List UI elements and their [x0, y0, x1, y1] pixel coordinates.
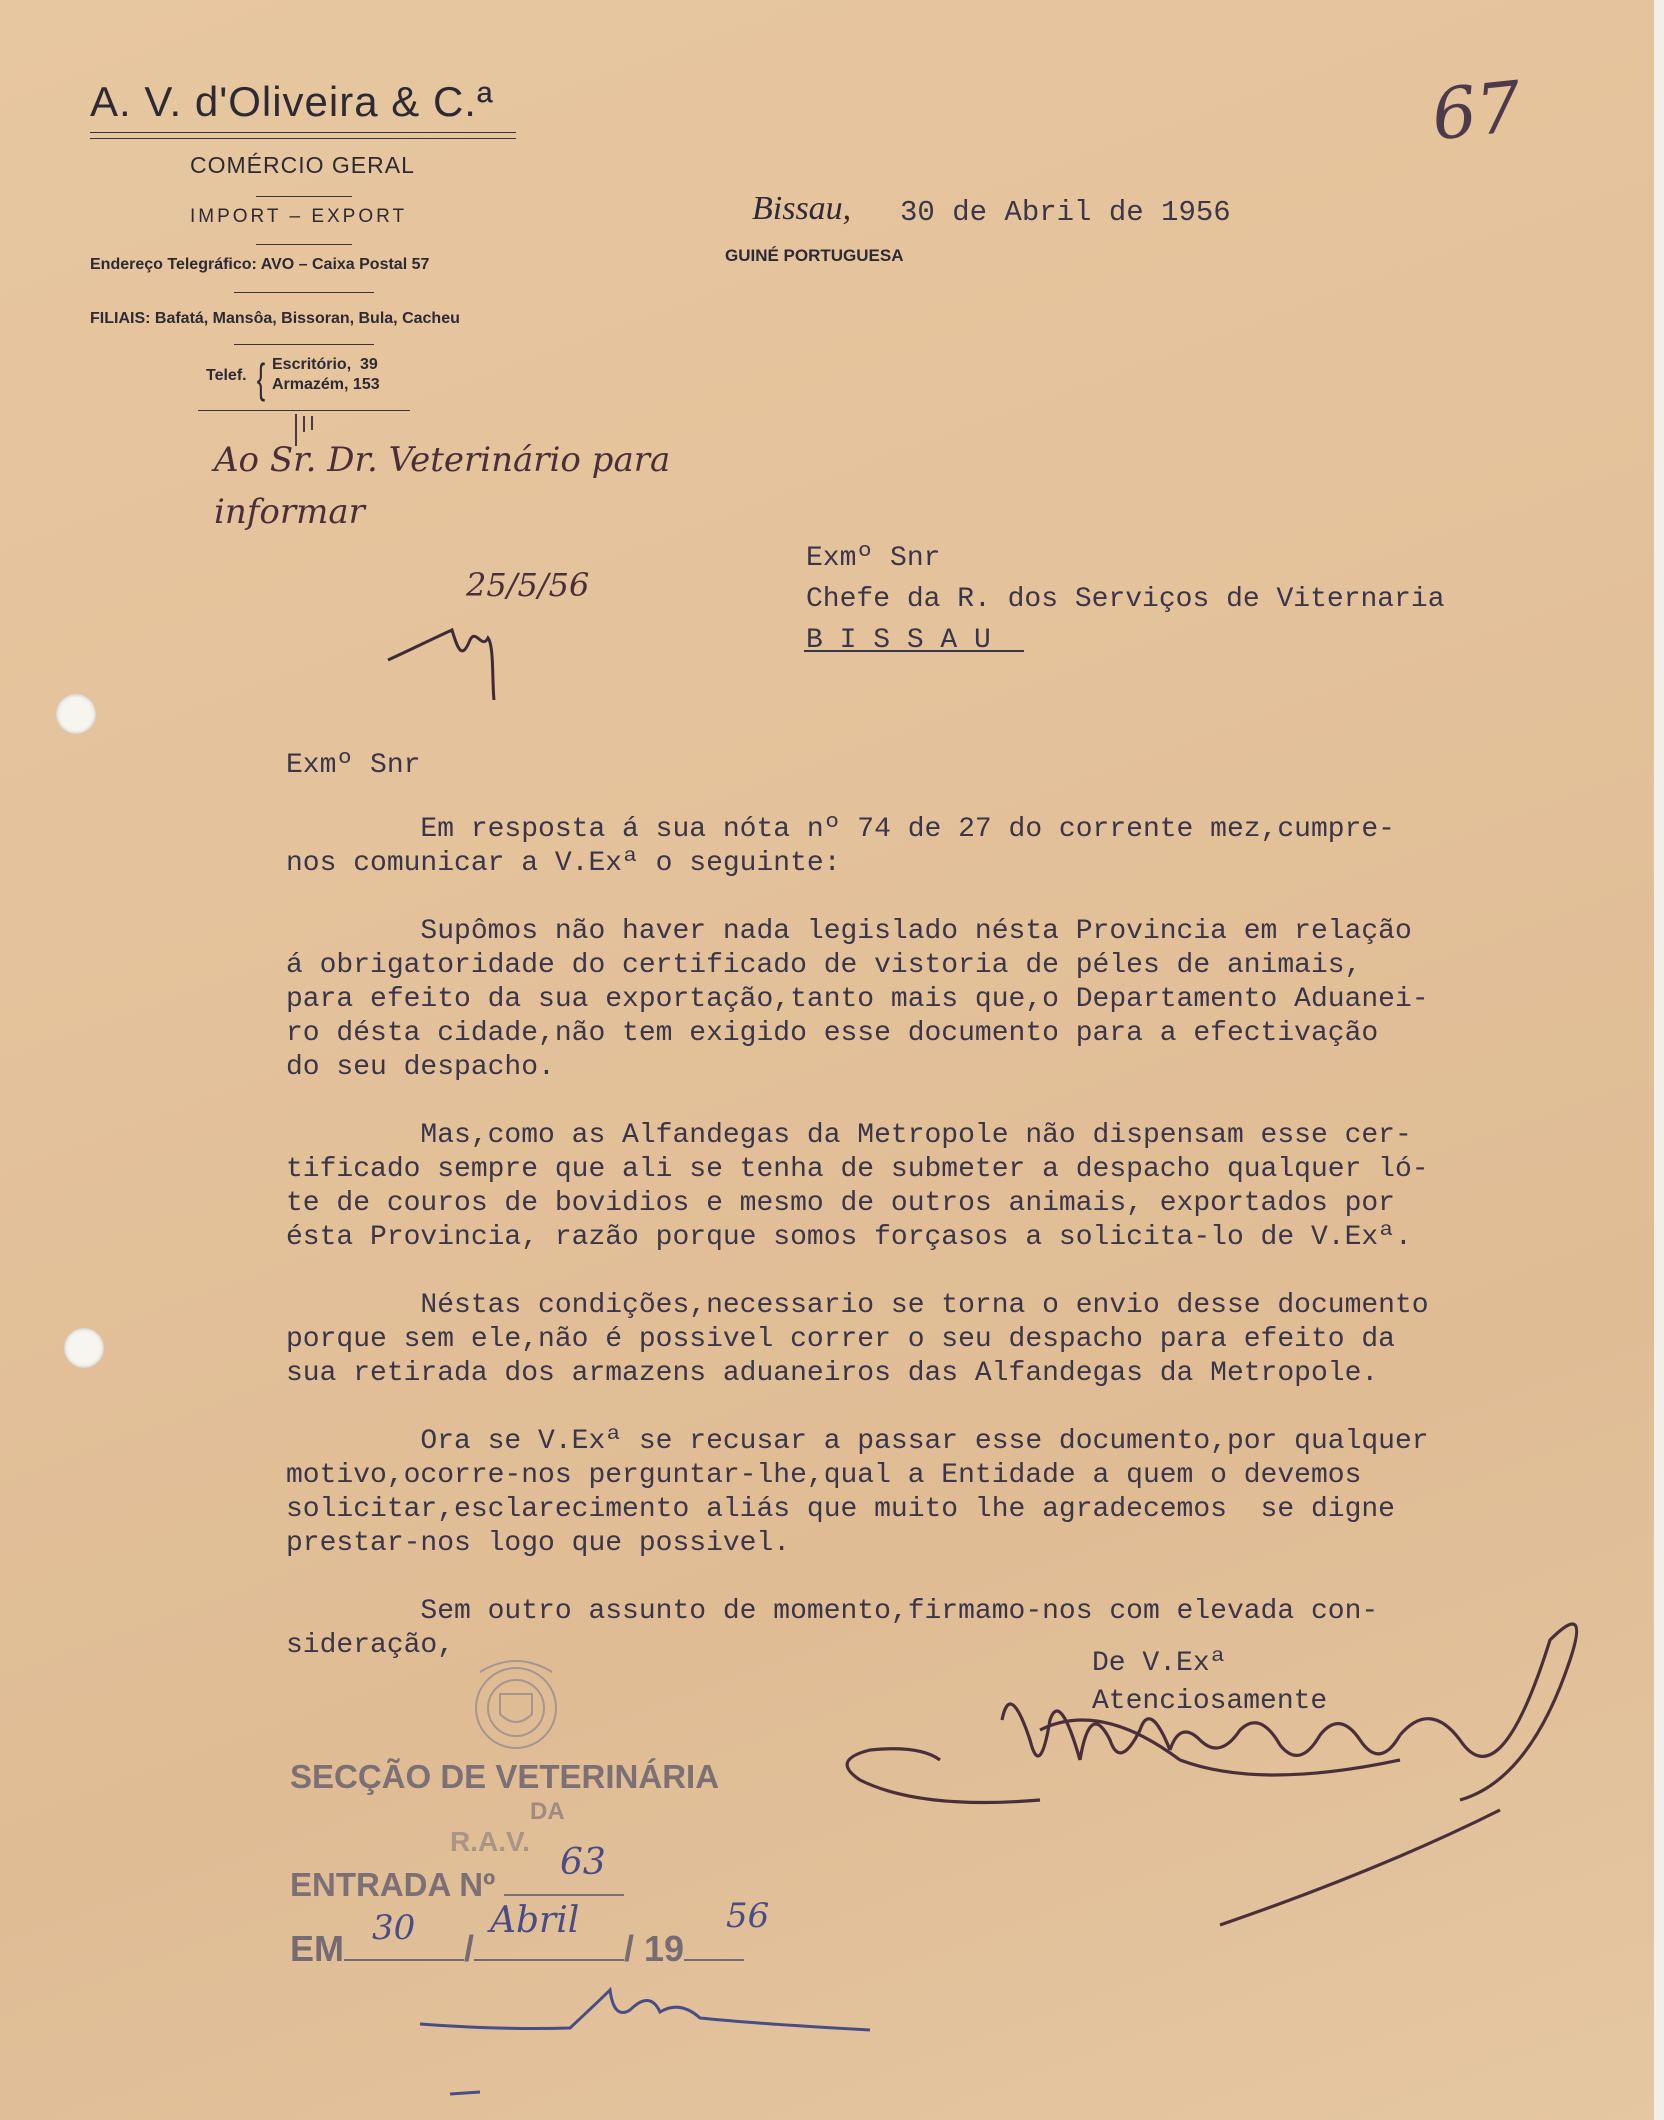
company-name: A. V. d'Oliveira & C.ª: [90, 78, 494, 125]
handwritten-entry-day: 30: [372, 1908, 416, 1948]
branches-line: FILIAIS: Bafatá, Mansôa, Bissoran, Bula, Cacheu: [90, 310, 460, 327]
page-edge: [1654, 0, 1664, 2120]
letter-body: [286, 813, 1429, 1663]
addressee-line-1: Exmº Snr: [806, 543, 941, 574]
addressee-line-2: Chefe da R. dos Serviços de Viternaria: [806, 584, 1445, 615]
letterhead-rule: [256, 244, 352, 245]
letterhead-rule: [90, 132, 516, 133]
paragraph-3: Mas,como as Alfandegas da Metropole não dispensam esse cer- tificado sempre que ali se tenha de submeter a despacho qualquer ló- te de couros de bovidios e mesmo de outros animais, exportados por ésta Provincia, razão porque somos forçasos a solicita-lo de V.Exª.: [286, 1120, 1429, 1253]
stamp-rav: R.A.V.: [450, 1826, 530, 1857]
letterhead-rule: [198, 410, 410, 411]
paragraph-5: Ora se V.Exª se recusar a passar esse documento,por qualquer motivo,ocorre-nos perguntar-lhe,qual a Entidade a quem o devemos solicitar,esclarecimento aliás que muito lhe agradecemos se digne prestar-nos logo que possivel.: [286, 1426, 1429, 1559]
paragraph-1: Em resposta á sua nóta nº 74 de 27 do corrente mez,cumpre- nos comunicar a V.Exª o seguinte:: [286, 814, 1395, 879]
handwritten-entry-number: 63: [560, 1842, 606, 1883]
addressee-underline: [804, 650, 1024, 652]
trade-line: COMÉRCIO GERAL: [190, 152, 415, 178]
initials-signature: [388, 630, 494, 700]
letterhead-rule: [234, 344, 374, 345]
stamp-da: DA: [530, 1798, 565, 1825]
stamp-entry-label: ENTRADA Nº: [290, 1866, 624, 1904]
handwritten-page-number: 67: [1427, 65, 1526, 157]
letter-date: 30 de Abril de 1956: [900, 196, 1231, 229]
letterhead-rule: [234, 292, 374, 293]
entry-signature: [420, 1990, 870, 2094]
phone-warehouse: Armazém, 153: [272, 376, 380, 393]
punch-hole-top: [56, 694, 96, 734]
closing: De V.Exª Atenciosamente: [1092, 1648, 1328, 1717]
paragraph-6: Sem outro assunto de momento,firmamo-nos com elevada con- sideração,: [286, 1596, 1379, 1661]
addressee-block: [806, 538, 1445, 661]
handwritten-entry-year: 56: [726, 1896, 770, 1936]
crest-seal-icon: [476, 1661, 556, 1748]
handwritten-note-line-1: Ao Sr. Dr. Veterinário para: [214, 440, 671, 480]
paragraph-2: Supômos não haver nada legislado nésta Provincia em relação á obrigatoridade do certificado de vistoria de péles de animais, para efeito da sua exportação,tanto mais que,o Departamento Aduanei- ro désta cidade,não tem exigido esse documento para a efectivação do seu despacho.: [286, 916, 1429, 1083]
phone-brace: {: [256, 355, 266, 402]
telegraphic-address: Endereço Telegráfico: AVO – Caixa Postal 57: [90, 256, 430, 273]
import-export-line: IMPORT – EXPORT: [190, 206, 408, 227]
letterhead-rule: [256, 196, 352, 197]
salutation: Exmº Snr: [286, 750, 421, 781]
phone-label: Telef.: [206, 367, 247, 384]
country-line: GUINÉ PORTUGUESA: [725, 246, 904, 265]
punch-hole-bottom: [64, 1328, 104, 1368]
letterhead-rule: [90, 138, 516, 139]
paragraph-4: Néstas condições,necessario se torna o envio desse documento porque sem ele,não é possivel correr o seu despacho para efeito da sua retirada dos armazens aduaneiros das Alfandegas da Metropole.: [286, 1290, 1429, 1389]
date-city: Bissau,: [752, 190, 852, 227]
stamp-section: SECÇÃO DE VETERINÁRIA: [290, 1758, 720, 1795]
phone-office: Escritório, 39: [272, 356, 378, 373]
addressee-city: B I S S A U: [806, 625, 991, 656]
handwritten-note-date: 25/5/56: [466, 566, 590, 604]
handwritten-note-line-2: informar: [214, 492, 365, 532]
handwritten-entry-month: Abril: [490, 1900, 580, 1941]
stamp-date-line: EM / / 19: [290, 1928, 744, 1970]
